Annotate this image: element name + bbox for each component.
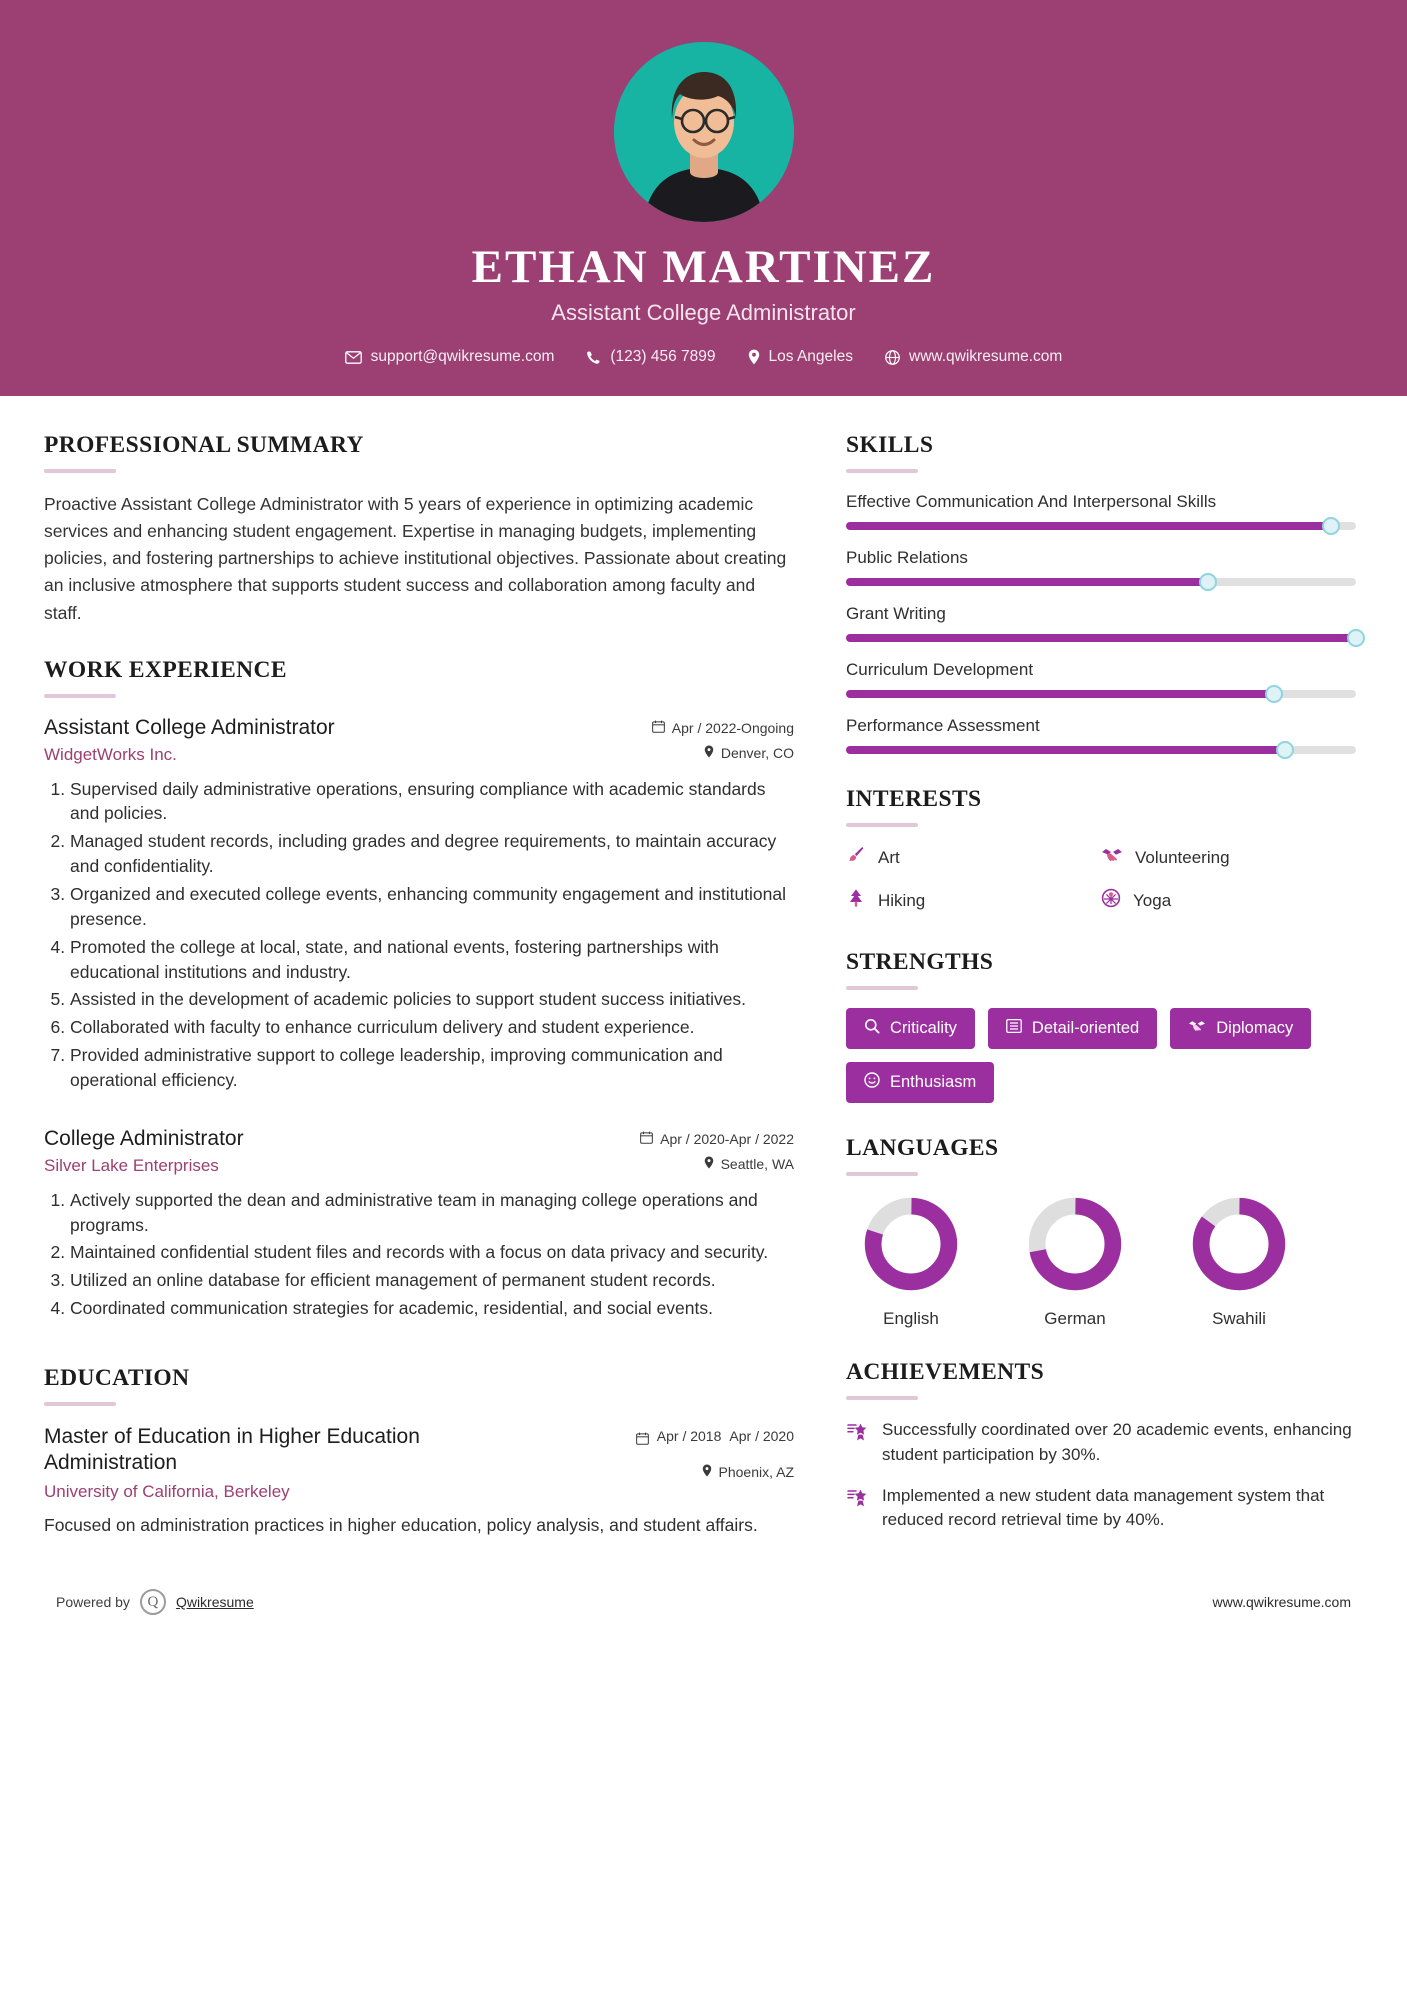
powered-by	[56, 1589, 254, 1615]
list-item: 7. Provided administrative support to college leadership, improving communication and operational efficiency.	[70, 1043, 794, 1093]
job-date-row	[594, 720, 794, 736]
job-location: Denver, CO	[720, 744, 794, 761]
education-heading: EDUCATION	[44, 1364, 190, 1391]
language-item	[1010, 1194, 1140, 1329]
paintbrush-icon	[846, 845, 866, 870]
qwikresume-logo-letter: Q	[147, 1593, 159, 1610]
section-divider	[846, 1172, 918, 1176]
achievement-item	[846, 1484, 1356, 1533]
calendar-icon	[636, 1428, 649, 1448]
skill-label: Performance Assessment	[846, 716, 1040, 736]
job-date: Apr / 2022-Ongoing	[671, 719, 794, 736]
resume-body	[0, 396, 1407, 1549]
language-label: German	[1044, 1309, 1106, 1329]
skill-label: Public Relations	[846, 548, 968, 568]
resume-header	[0, 0, 1407, 396]
map-pin-icon	[748, 349, 760, 365]
footer-website: www.qwikresume.com	[1212, 1594, 1351, 1611]
work-entry	[44, 1127, 794, 1321]
page-title: ETHAN MARTINEZ	[471, 241, 936, 293]
left-column	[44, 432, 794, 1539]
language-item	[846, 1194, 976, 1329]
summary-text: Proactive Assistant College Administrator with 5 years of experience in optimizing academic services and enhancing student engagement. Expertise in managing budgets, implementing policies, and fostering partnerships to achieve institutional objectives. Passionate about creating an inclusive atmosphere that supports student success and collaboration among faculty and staff.	[44, 494, 787, 623]
contact-location[interactable]	[748, 348, 853, 366]
qwikresume-logo-icon	[140, 1589, 166, 1615]
education-description: Focused on administration practices in higher education, policy analysis, and student affairs.	[44, 1515, 758, 1536]
list-item: 1. Actively supported the dean and administrative team in managing college operations and programs.	[70, 1188, 794, 1238]
strengths-heading: STRENGTHS	[846, 949, 994, 976]
skills-heading: SKILLS	[846, 432, 934, 458]
contact-phone-text: (123) 456 7899	[610, 348, 716, 365]
achievements-heading: ACHIEVEMENTS	[846, 1359, 1045, 1386]
section-interests	[846, 786, 1356, 931]
tree-icon	[846, 888, 866, 913]
language-donut	[861, 1194, 961, 1294]
skill-slider[interactable]	[846, 522, 1356, 530]
skill-slider[interactable]	[846, 578, 1356, 586]
education-degree: Master of Education in Higher Education Administration	[44, 1424, 420, 1475]
strength-label: Enthusiasm	[890, 1073, 977, 1092]
section-divider	[846, 986, 918, 990]
languages-heading: LANGUAGES	[846, 1135, 999, 1162]
interest-label: Art	[878, 847, 900, 867]
language-item	[1174, 1194, 1304, 1329]
language-donut	[1189, 1194, 1289, 1294]
list-item: 4. Coordinated communication strategies for academic, residential, and social events.	[70, 1296, 794, 1321]
list-item: 6. Collaborated with faculty to enhance curriculum delivery and student experience.	[70, 1015, 794, 1040]
language-label: English	[883, 1309, 939, 1329]
section-divider	[846, 823, 918, 827]
right-column	[846, 432, 1356, 1549]
job-location-row	[594, 1156, 794, 1172]
education-date-end: Apr / 2020	[729, 1427, 794, 1444]
contact-website[interactable]	[885, 348, 1062, 366]
map-pin-icon	[702, 1464, 712, 1480]
contact-location-text: Los Angeles	[768, 348, 853, 365]
contact-website-text: www.qwikresume.com	[909, 348, 1063, 365]
award-star-icon	[846, 1418, 868, 1467]
globe-icon	[885, 350, 900, 365]
list-item: 5. Assisted in the development of academic policies to support student success initiatives.	[70, 987, 794, 1012]
interest-item	[1101, 888, 1356, 913]
contact-phone[interactable]	[586, 348, 715, 366]
strength-chip	[846, 1062, 994, 1103]
skill-item	[846, 491, 1356, 530]
calendar-icon	[640, 1131, 653, 1147]
language-donut	[1025, 1194, 1125, 1294]
education-date-row	[594, 1428, 794, 1448]
education-location-row	[594, 1464, 794, 1480]
interest-label: Hiking	[878, 890, 926, 910]
list-item: 2. Maintained confidential student files and records with a focus on data privacy and security.	[70, 1240, 794, 1265]
summary-heading: PROFESSIONAL SUMMARY	[44, 432, 364, 458]
contact-bar	[0, 348, 1407, 366]
section-languages	[846, 1135, 1356, 1329]
education-location: Phoenix, AZ	[718, 1463, 794, 1480]
contact-email-text: support@qwikresume.com	[370, 348, 555, 365]
envelope-icon	[345, 351, 362, 364]
list-item: 3. Organized and executed college events, enhancing community engagement and institutional presence.	[70, 882, 794, 932]
achievement-text: Successfully coordinated over 20 academic events, enhancing student participation by 30%.	[882, 1420, 1352, 1465]
job-bullets	[44, 1188, 794, 1321]
skill-slider[interactable]	[846, 634, 1356, 642]
skill-slider[interactable]	[846, 690, 1356, 698]
section-education	[44, 1365, 794, 1539]
strength-label: Detail-oriented	[1031, 1019, 1140, 1038]
interest-item	[846, 845, 1101, 870]
map-pin-icon	[704, 745, 714, 761]
calendar-icon	[652, 720, 665, 736]
skill-item	[846, 603, 1356, 642]
magnifier-icon	[864, 1018, 880, 1039]
education-date-start: Apr / 2018	[656, 1427, 722, 1444]
strength-chip	[846, 1008, 975, 1049]
smiley-icon	[864, 1072, 880, 1093]
contact-email[interactable]	[345, 348, 555, 366]
achievement-text: Implemented a new student data management system that reduced record retrieval time by 40%.	[882, 1485, 1325, 1530]
page-footer	[0, 1589, 1407, 1641]
job-title: College Administrator	[44, 1126, 244, 1150]
job-company: Silver Lake Enterprises	[44, 1155, 219, 1175]
skill-label: Curriculum Development	[846, 660, 1034, 680]
job-date: Apr / 2020-Apr / 2022	[660, 1130, 794, 1147]
handshake-icon	[1188, 1018, 1206, 1039]
list-icon	[1006, 1018, 1022, 1039]
job-role-subtitle: Assistant College Administrator	[551, 300, 856, 325]
achievement-item	[846, 1418, 1356, 1467]
strength-label: Criticality	[890, 1019, 957, 1038]
section-achievements	[846, 1359, 1356, 1533]
interest-item	[1101, 845, 1356, 870]
strength-chip	[988, 1008, 1157, 1049]
section-professional-summary	[44, 432, 794, 627]
interest-label: Volunteering	[1135, 847, 1230, 867]
section-divider	[846, 469, 918, 473]
section-divider	[44, 469, 116, 473]
job-title: Assistant College Administrator	[44, 715, 335, 739]
avatar	[614, 42, 794, 222]
section-skills	[846, 432, 1356, 754]
qwikresume-link[interactable]: Qwikresume	[175, 1594, 254, 1611]
skill-item	[846, 547, 1356, 586]
job-company: WidgetWorks Inc.	[44, 744, 177, 764]
skill-label: Grant Writing	[846, 604, 946, 624]
yoga-icon	[1101, 888, 1121, 913]
language-label: Swahili	[1212, 1309, 1266, 1329]
job-bullets	[44, 777, 794, 1093]
list-item: 4. Promoted the college at local, state, and national events, fostering partnerships with educational institutions and industry.	[70, 935, 794, 985]
map-pin-icon	[704, 1156, 714, 1172]
education-entry	[44, 1424, 794, 1539]
powered-by-label: Powered by	[56, 1594, 130, 1611]
skill-label: Effective Communication And Interpersonal Skills	[846, 492, 1217, 511]
strength-chip	[1170, 1008, 1311, 1049]
section-divider	[44, 1402, 116, 1406]
handshake-icon	[1101, 845, 1123, 870]
skill-item	[846, 715, 1356, 754]
skill-slider[interactable]	[846, 746, 1356, 754]
strength-label: Diplomacy	[1216, 1019, 1294, 1038]
job-location: Seattle, WA	[720, 1155, 794, 1172]
interests-heading: INTERESTS	[846, 786, 982, 813]
section-divider	[846, 1396, 918, 1400]
section-work-experience	[44, 657, 794, 1321]
list-item: 3. Utilized an online database for efficient management of permanent student records.	[70, 1268, 794, 1293]
job-date-row	[594, 1131, 794, 1147]
skill-item	[846, 659, 1356, 698]
interest-label: Yoga	[1133, 890, 1172, 910]
education-school: University of California, Berkeley	[44, 1482, 290, 1502]
list-item: 1. Supervised daily administrative operations, ensuring compliance with academic standards and policies.	[70, 777, 794, 827]
work-heading: WORK EXPERIENCE	[44, 656, 287, 683]
phone-icon	[586, 350, 601, 365]
section-strengths	[846, 949, 1356, 1103]
interest-item	[846, 888, 1101, 913]
list-item: 2. Managed student records, including grades and degree requirements, to maintain accuracy and confidentiality.	[70, 829, 794, 879]
award-star-icon	[846, 1484, 868, 1533]
job-location-row	[594, 745, 794, 761]
work-entry	[44, 716, 794, 1093]
section-divider	[44, 694, 116, 698]
